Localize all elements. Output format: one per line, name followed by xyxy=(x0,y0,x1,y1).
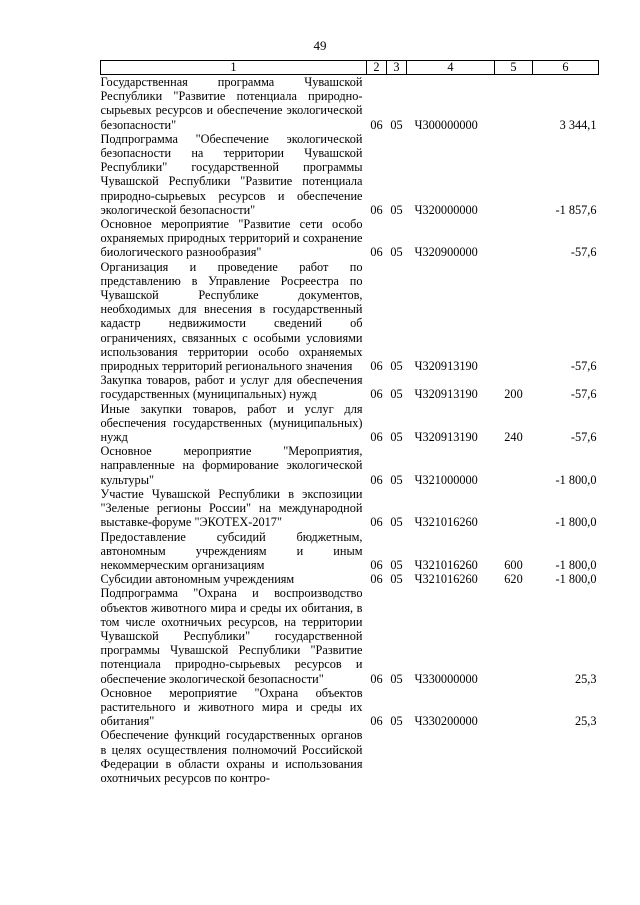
row-subsection: 05 xyxy=(390,202,403,217)
row-target-article xyxy=(407,728,495,785)
row-subsection: 05 xyxy=(390,387,403,402)
row-section: 06 xyxy=(370,572,383,587)
row-name: Иные закупки товаров, работ и услуг для обеспечения государственных (муниципальных) нужд xyxy=(100,401,363,445)
row-subsection: 05 xyxy=(390,557,403,572)
row-subsection: 05 xyxy=(390,430,403,445)
table-row xyxy=(101,686,599,729)
row-amount: -57,6 xyxy=(570,387,597,402)
table-row xyxy=(101,487,599,530)
row-expense-type xyxy=(495,260,533,374)
row-expense-type xyxy=(495,132,533,217)
row-subsection: 05 xyxy=(390,359,403,374)
row-amount: -57,6 xyxy=(570,359,597,374)
row-subsection: 05 xyxy=(390,515,403,530)
row-name: Закупка товаров, работ и услуг для обеспечения государственных (муниципальных) нужд xyxy=(100,373,363,402)
table-row xyxy=(101,373,599,401)
table-row xyxy=(101,402,599,445)
table-row xyxy=(101,728,599,785)
row-expense-type xyxy=(495,217,533,260)
row-target-article: Ч320913190 xyxy=(414,430,478,445)
row-target-article: Ч300000000 xyxy=(414,117,478,132)
row-target-article: Ч321016260 xyxy=(414,572,478,587)
row-amount: 25,3 xyxy=(574,671,597,686)
table-row xyxy=(101,444,599,487)
row-section: 06 xyxy=(370,430,383,445)
row-section: 06 xyxy=(370,359,383,374)
row-expense-type: 200 xyxy=(504,387,523,402)
row-section: 06 xyxy=(370,245,383,260)
row-name: Основное мероприятие "Развитие сети особо охраняемых природных территорий и сохранение биологического разнообразия" xyxy=(100,217,363,260)
row-target-article: Ч330000000 xyxy=(414,671,478,686)
row-amount: -1 800,0 xyxy=(555,472,597,487)
table-row xyxy=(101,260,599,374)
table-row xyxy=(101,530,599,573)
row-expense-type xyxy=(495,487,533,530)
table-row xyxy=(101,572,599,586)
header-col-6: 6 xyxy=(533,61,599,75)
row-section: 06 xyxy=(370,472,383,487)
budget-table xyxy=(100,60,599,785)
row-section: 06 xyxy=(370,202,383,217)
row-expense-type xyxy=(495,686,533,729)
row-amount: -57,6 xyxy=(570,245,597,260)
row-amount: 25,3 xyxy=(574,714,597,729)
header-col-4: 4 xyxy=(407,61,495,75)
table-row xyxy=(101,132,599,217)
row-target-article: Ч320913190 xyxy=(414,387,478,402)
row-section xyxy=(367,728,387,785)
table-row xyxy=(101,586,599,685)
row-subsection: 05 xyxy=(390,671,403,686)
row-expense-type: 600 xyxy=(504,557,523,572)
header-col-1: 1 xyxy=(101,61,367,75)
row-target-article: Ч321016260 xyxy=(414,515,478,530)
row-target-article: Ч330200000 xyxy=(414,714,478,729)
row-amount xyxy=(533,728,599,785)
table-row xyxy=(101,217,599,260)
table-header-row xyxy=(101,61,599,75)
row-target-article: Ч321016260 xyxy=(414,557,478,572)
row-section: 06 xyxy=(370,117,383,132)
row-target-article: Ч320000000 xyxy=(414,202,478,217)
row-name: Участие Чувашской Республики в экспозиции "Зеленые регионы России" на международной выставке-форуме "ЭКОТЕХ-2017" xyxy=(100,486,363,530)
row-amount: -57,6 xyxy=(570,430,597,445)
row-target-article: Ч320900000 xyxy=(414,245,478,260)
row-expense-type xyxy=(495,728,533,785)
row-target-article: Ч321000000 xyxy=(414,472,478,487)
row-amount: 3 344,1 xyxy=(559,117,597,132)
row-name: Подпрограмма "Обеспечение экологической безопасности на территории Чувашской Республики" государственной программы Чувашской Республики "Развитие потенциала природно-сырьевых ресурсов и обеспечение экологической безопасности" xyxy=(100,131,363,217)
row-name: Предоставление субсидий бюджетным, автономным учреждениям и иным некоммерческим организациям xyxy=(100,529,363,572)
row-amount: -1 800,0 xyxy=(555,515,597,530)
row-target-article: Ч320913190 xyxy=(414,359,478,374)
row-name: Обеспечение функций государственных органов в целях осуществления полномочий Российской Федерации в области охраны и использования охотничьих ресурсов по контро- xyxy=(100,728,363,785)
row-subsection: 05 xyxy=(390,472,403,487)
header-col-2: 2 xyxy=(367,61,387,75)
row-amount: -1 857,6 xyxy=(555,202,597,217)
row-subsection: 05 xyxy=(390,714,403,729)
row-section: 06 xyxy=(370,515,383,530)
row-expense-type: 240 xyxy=(504,430,523,445)
row-expense-type: 620 xyxy=(504,572,523,587)
row-expense-type xyxy=(495,444,533,487)
row-subsection xyxy=(387,728,407,785)
row-section: 06 xyxy=(370,557,383,572)
row-name: Субсидии автономным учреждениям xyxy=(100,572,295,587)
row-expense-type xyxy=(495,586,533,685)
header-col-3: 3 xyxy=(387,61,407,75)
row-section: 06 xyxy=(370,714,383,729)
page-number: 49 xyxy=(313,38,327,53)
row-expense-type xyxy=(495,75,533,132)
row-name: Основное мероприятие "Охрана объектов растительного и животного мира и среды их обитания" xyxy=(100,685,363,729)
row-subsection: 05 xyxy=(390,117,403,132)
row-section: 06 xyxy=(370,387,383,402)
row-name: Государственная программа Чувашской Республики "Развитие потенциала природно-сырьевых ресурсов и обеспечение экологической безопасности" xyxy=(100,75,363,132)
row-name: Основное мероприятие "Мероприятия, направленные на формирование экологической культуры" xyxy=(100,444,363,487)
header-col-5: 5 xyxy=(495,61,533,75)
row-amount: -1 800,0 xyxy=(555,572,597,587)
row-subsection: 05 xyxy=(390,245,403,260)
table-row xyxy=(101,75,599,132)
row-amount: -1 800,0 xyxy=(555,557,597,572)
row-name: Организация и проведение работ по представлению в Управление Росреестра по Чувашской Республике документов, необходимых для внесения в государственный кадастр недвижимости сведений об ограничениях, связанных с особыми условиями использования территории особо охраняемых природных территорий регионального значения xyxy=(100,259,363,374)
row-section: 06 xyxy=(370,671,383,686)
row-subsection: 05 xyxy=(390,572,403,587)
row-name: Подпрограмма "Охрана и воспроизводство объектов животного мира и среды их обитания, в том числе охотничьих ресурсов, на территории Чувашской Республики" государственной программы Чувашской Республики "Развитие потенциала природно-сырьевых ресурсов и обеспечение экологической безопасности" xyxy=(100,586,363,686)
